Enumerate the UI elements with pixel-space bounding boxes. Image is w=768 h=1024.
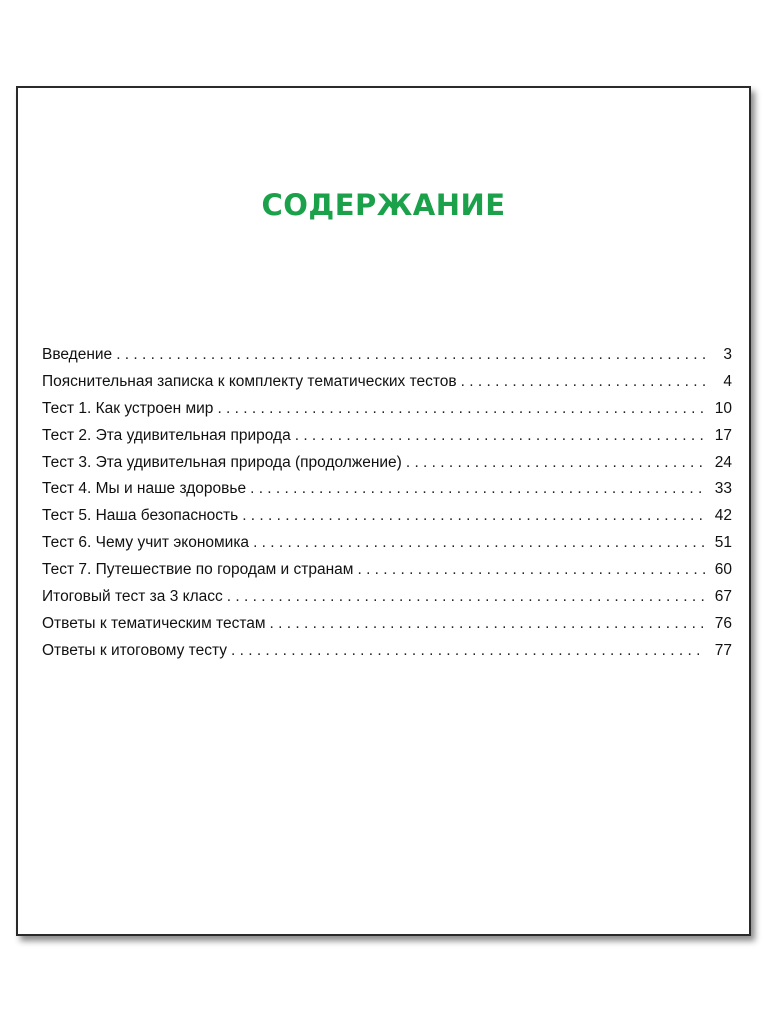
toc-page-number: 77 bbox=[714, 641, 732, 659]
toc-entry-label: Тест 1. Как устроен мир bbox=[42, 399, 214, 417]
toc-entry-label: Тест 2. Эта удивительная природа bbox=[42, 426, 291, 444]
toc-page-number: 67 bbox=[714, 588, 732, 606]
toc-row bbox=[42, 507, 732, 534]
table-of-contents bbox=[42, 346, 732, 669]
toc-leader-dots bbox=[253, 534, 706, 552]
toc-page-number: 33 bbox=[714, 480, 732, 498]
toc-entry-label: Тест 3. Эта удивительная природа (продолжение) bbox=[42, 453, 402, 471]
toc-leader-dots bbox=[406, 454, 706, 472]
toc-page-number: 51 bbox=[714, 534, 732, 552]
toc-entry-label: Введение bbox=[42, 346, 113, 363]
toc-leader-dots bbox=[270, 615, 706, 633]
toc-row bbox=[42, 454, 732, 481]
toc-entry-label: Тест 4. Мы и наше здоровье bbox=[42, 480, 247, 498]
toc-entry-label: Тест 7. Путешествие по городам и странам bbox=[42, 561, 354, 579]
toc-page-number: 24 bbox=[714, 453, 732, 471]
toc-leader-dots bbox=[231, 642, 706, 660]
toc-page-number: 3 bbox=[723, 346, 732, 363]
toc-row bbox=[42, 427, 732, 454]
toc-leader-dots bbox=[357, 561, 706, 579]
toc-leader-dots bbox=[295, 427, 706, 445]
toc-row bbox=[42, 400, 732, 427]
toc-page-number: 17 bbox=[714, 426, 732, 444]
toc-row bbox=[42, 615, 732, 642]
toc-leader-dots bbox=[116, 346, 706, 364]
toc-page-number: 10 bbox=[714, 399, 732, 417]
page-title: СОДЕРЖАНИЕ bbox=[261, 188, 506, 222]
toc-row bbox=[42, 373, 732, 400]
toc-entry-label: Тест 5. Наша безопасность bbox=[42, 507, 239, 525]
toc-entry-label: Итоговый тест за 3 класс bbox=[42, 588, 223, 606]
toc-entry-label: Ответы к итоговому тесту bbox=[42, 641, 227, 659]
toc-row bbox=[42, 346, 732, 373]
toc-leader-dots bbox=[227, 588, 706, 606]
toc-page-number: 76 bbox=[714, 614, 732, 632]
toc-row bbox=[42, 534, 732, 561]
toc-leader-dots bbox=[461, 373, 706, 391]
toc-entry-label: Пояснительная записка к комплекту тематических тестов bbox=[42, 372, 457, 390]
toc-leader-dots bbox=[217, 400, 706, 418]
toc-row bbox=[42, 561, 732, 588]
document-page bbox=[16, 86, 751, 936]
toc-row bbox=[42, 642, 732, 669]
toc-page-number: 42 bbox=[714, 507, 732, 525]
toc-leader-dots bbox=[242, 507, 706, 525]
toc-leader-dots bbox=[250, 480, 706, 498]
toc-page-number: 4 bbox=[723, 372, 732, 390]
toc-page-number: 60 bbox=[714, 561, 732, 579]
toc-row bbox=[42, 480, 732, 507]
toc-entry-label: Тест 6. Чему учит экономика bbox=[42, 534, 250, 552]
toc-entry-label: Ответы к тематическим тестам bbox=[42, 614, 266, 632]
toc-row bbox=[42, 588, 732, 615]
